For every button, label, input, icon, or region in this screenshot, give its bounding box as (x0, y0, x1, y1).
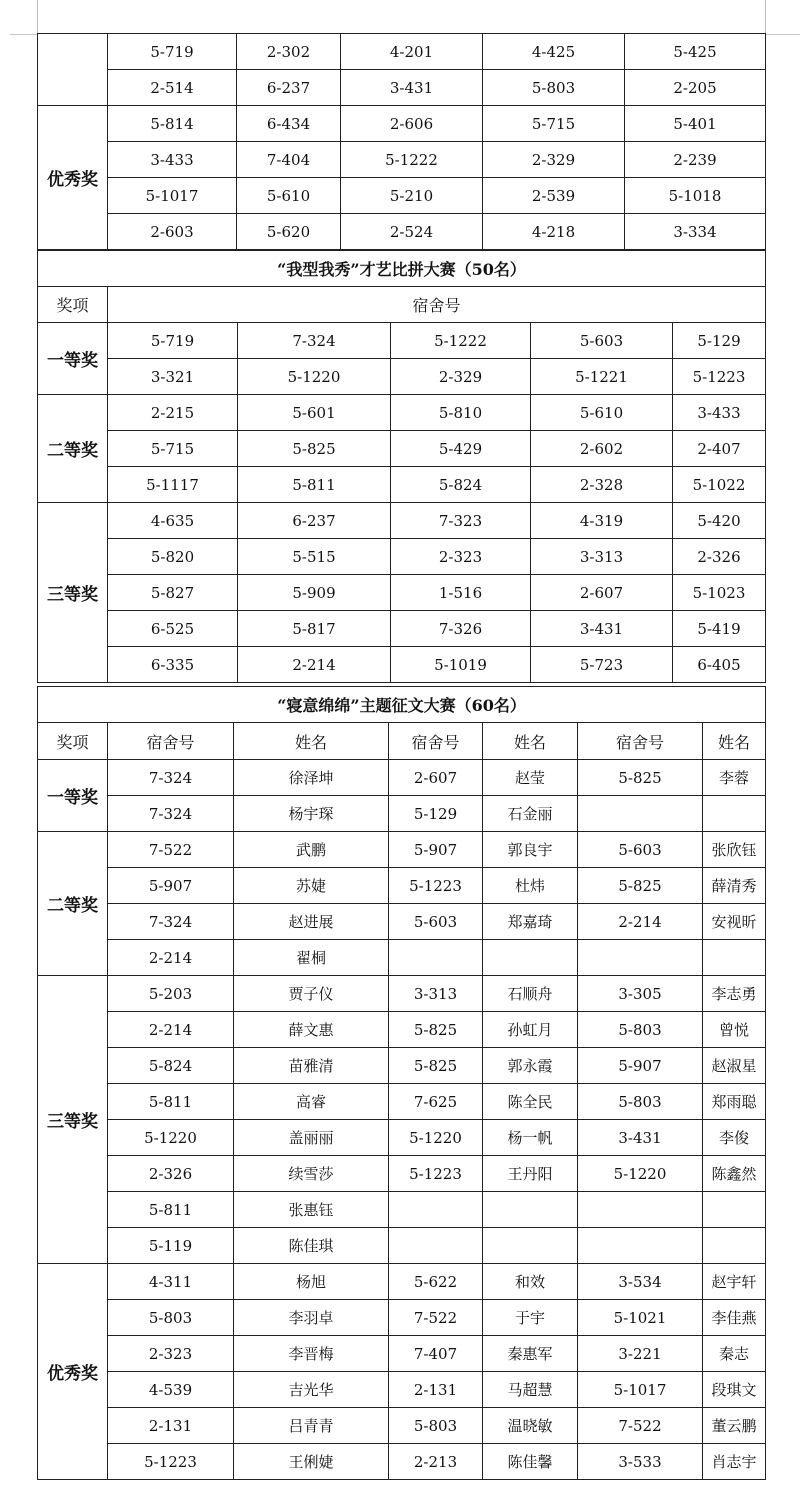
dorm-cell: 2-524 (341, 214, 483, 250)
dorm-cell: 7-323 (391, 503, 531, 539)
dorm-cell: 7-324 (108, 760, 234, 796)
name-cell (483, 1228, 578, 1264)
dorm-cell: 7-326 (391, 611, 531, 647)
award-label: 二等奖 (38, 395, 108, 503)
table-row (38, 142, 766, 178)
dorm-cell: 5-810 (391, 395, 531, 431)
dorm-cell: 5-803 (483, 70, 625, 106)
table-row (38, 34, 766, 70)
award-label: 二等奖 (38, 832, 108, 976)
dorm-cell: 6-237 (237, 70, 341, 106)
dorm-cell: 5-715 (483, 106, 625, 142)
table-row (38, 431, 766, 467)
table-row (38, 976, 766, 1012)
name-cell: 陈全民 (483, 1084, 578, 1120)
name-cell: 张惠钰 (234, 1192, 389, 1228)
dorm-cell: 2-213 (389, 1444, 483, 1480)
table-row (38, 323, 766, 359)
essay-header-cell: 宿舍号 (389, 723, 483, 760)
name-cell: 张欣钰 (703, 832, 766, 868)
table-row (38, 575, 766, 611)
dorm-cell: 5-1022 (673, 467, 766, 503)
name-cell: 贾子仪 (234, 976, 389, 1012)
name-cell: 郑雨聪 (703, 1084, 766, 1120)
dorm-cell: 5-825 (578, 868, 703, 904)
table-row (38, 1192, 766, 1228)
dorm-cell: 2-215 (108, 395, 238, 431)
award-label: 优秀奖 (38, 106, 108, 250)
name-cell: 和效 (483, 1264, 578, 1300)
dorm-cell: 5-620 (237, 214, 341, 250)
dorm-cell: 3-433 (108, 142, 237, 178)
name-cell: 李俊 (703, 1120, 766, 1156)
dorm-cell: 5-825 (389, 1012, 483, 1048)
table-row (38, 904, 766, 940)
dorm-cell: 5-1017 (578, 1372, 703, 1408)
dorm-cell: 7-407 (389, 1336, 483, 1372)
table-row (38, 70, 766, 106)
name-cell: 马超慧 (483, 1372, 578, 1408)
name-cell: 杜炜 (483, 868, 578, 904)
dorm-cell: 5-825 (238, 431, 391, 467)
table-row (38, 1444, 766, 1480)
dorm-cell: 5-803 (389, 1408, 483, 1444)
dorm-cell: 5-824 (391, 467, 531, 503)
name-cell: 武鹏 (234, 832, 389, 868)
table-row (38, 647, 766, 683)
essay-header-row (38, 723, 766, 760)
excellent-award-table (37, 33, 766, 250)
dorm-cell: 5-1220 (578, 1156, 703, 1192)
margin-mark-right (765, 0, 766, 34)
award-label: 优秀奖 (38, 1264, 108, 1480)
dorm-cell: 7-625 (389, 1084, 483, 1120)
name-cell: 赵莹 (483, 760, 578, 796)
table-row (38, 106, 766, 142)
table-row (38, 760, 766, 796)
name-cell: 赵淑星 (703, 1048, 766, 1084)
name-cell: 李志勇 (703, 976, 766, 1012)
dorm-cell: 5-1021 (578, 1300, 703, 1336)
name-cell (703, 1192, 766, 1228)
name-cell: 杨旭 (234, 1264, 389, 1300)
dorm-cell: 2-326 (673, 539, 766, 575)
name-cell: 徐泽坤 (234, 760, 389, 796)
dorm-cell: 5-1220 (238, 359, 391, 395)
dorm-cell: 3-534 (578, 1264, 703, 1300)
name-cell (703, 940, 766, 976)
margin-mark-left (37, 0, 38, 34)
essay-contest-table (37, 686, 766, 1480)
essay-header-cell: 姓名 (234, 723, 389, 760)
dorm-cell: 6-405 (673, 647, 766, 683)
name-cell: 于宇 (483, 1300, 578, 1336)
dorm-cell: 4-218 (483, 214, 625, 250)
table-row (38, 178, 766, 214)
name-cell: 薛清秀 (703, 868, 766, 904)
dorm-cell: 7-522 (389, 1300, 483, 1336)
dorm-cell: 7-522 (578, 1408, 703, 1444)
dorm-cell: 5-820 (108, 539, 238, 575)
dorm-cell: 5-825 (389, 1048, 483, 1084)
talent-header-dorm: 宿舍号 (108, 287, 766, 323)
dorm-cell: 6-335 (108, 647, 238, 683)
dorm-cell: 5-515 (238, 539, 391, 575)
dorm-cell: 5-119 (108, 1228, 234, 1264)
dorm-cell: 5-401 (625, 106, 766, 142)
award-label: 三等奖 (38, 976, 108, 1264)
dorm-cell: 5-1220 (108, 1120, 234, 1156)
name-cell: 苏婕 (234, 868, 389, 904)
table-row (38, 1084, 766, 1120)
talent-header-award: 奖项 (38, 287, 108, 323)
dorm-cell: 5-1221 (531, 359, 673, 395)
award-label-blank (38, 34, 108, 106)
name-cell: 苗雅清 (234, 1048, 389, 1084)
dorm-cell: 6-525 (108, 611, 238, 647)
dorm-cell: 7-324 (238, 323, 391, 359)
name-cell: 安视昕 (703, 904, 766, 940)
dorm-cell: 3-431 (578, 1120, 703, 1156)
dorm-cell: 5-811 (108, 1084, 234, 1120)
dorm-cell: 5-1220 (389, 1120, 483, 1156)
dorm-cell: 5-601 (238, 395, 391, 431)
name-cell: 杨宇琛 (234, 796, 389, 832)
award-label: 一等奖 (38, 323, 108, 395)
table-row (38, 1336, 766, 1372)
dorm-cell: 4-539 (108, 1372, 234, 1408)
table-row (38, 1120, 766, 1156)
dorm-cell: 2-131 (108, 1408, 234, 1444)
dorm-cell (578, 940, 703, 976)
dorm-cell: 2-514 (108, 70, 237, 106)
dorm-cell: 5-824 (108, 1048, 234, 1084)
name-cell: 王丹阳 (483, 1156, 578, 1192)
essay-header-cell: 宿舍号 (578, 723, 703, 760)
dorm-cell: 2-131 (389, 1372, 483, 1408)
dorm-cell: 5-1223 (389, 1156, 483, 1192)
dorm-cell: 7-522 (108, 832, 234, 868)
name-cell: 郭良宇 (483, 832, 578, 868)
name-cell: 肖志宇 (703, 1444, 766, 1480)
dorm-cell: 4-635 (108, 503, 238, 539)
dorm-cell: 5-909 (238, 575, 391, 611)
table-row (38, 796, 766, 832)
dorm-cell: 3-321 (108, 359, 238, 395)
dorm-cell: 5-907 (578, 1048, 703, 1084)
dorm-cell: 5-814 (108, 106, 237, 142)
dorm-cell: 2-603 (108, 214, 237, 250)
table-row (38, 503, 766, 539)
dorm-cell: 5-210 (341, 178, 483, 214)
table-row (38, 1372, 766, 1408)
dorm-cell: 2-214 (238, 647, 391, 683)
dorm-cell: 3-433 (673, 395, 766, 431)
talent-contest-title: “我型我秀”才艺比拼大赛（50名） (38, 251, 766, 287)
name-cell: 温晓敏 (483, 1408, 578, 1444)
dorm-cell: 5-1018 (625, 178, 766, 214)
name-cell: 曾悦 (703, 1012, 766, 1048)
name-cell: 薛文惠 (234, 1012, 389, 1048)
dorm-cell (578, 1192, 703, 1228)
dorm-cell: 5-1023 (673, 575, 766, 611)
dorm-cell: 5-622 (389, 1264, 483, 1300)
dorm-cell: 5-420 (673, 503, 766, 539)
dorm-cell: 5-603 (531, 323, 673, 359)
dorm-cell: 2-539 (483, 178, 625, 214)
name-cell: 石顺舟 (483, 976, 578, 1012)
dorm-cell: 2-326 (108, 1156, 234, 1192)
name-cell: 陈佳馨 (483, 1444, 578, 1480)
dorm-cell: 4-319 (531, 503, 673, 539)
name-cell: 高睿 (234, 1084, 389, 1120)
dorm-cell: 3-334 (625, 214, 766, 250)
dorm-cell: 2-407 (673, 431, 766, 467)
name-cell: 秦志 (703, 1336, 766, 1372)
table-row (38, 539, 766, 575)
name-cell (703, 1228, 766, 1264)
dorm-cell: 5-715 (108, 431, 238, 467)
dorm-cell: 4-425 (483, 34, 625, 70)
dorm-cell: 2-323 (391, 539, 531, 575)
name-cell: 李羽卓 (234, 1300, 389, 1336)
table-row (38, 940, 766, 976)
dorm-cell: 2-302 (237, 34, 341, 70)
table-row (38, 1264, 766, 1300)
dorm-cell: 5-1017 (108, 178, 237, 214)
dorm-cell (389, 1192, 483, 1228)
dorm-cell: 5-129 (673, 323, 766, 359)
dorm-cell: 5-129 (389, 796, 483, 832)
dorm-cell (389, 1228, 483, 1264)
table-row (38, 868, 766, 904)
dorm-cell: 7-404 (237, 142, 341, 178)
dorm-cell: 5-419 (673, 611, 766, 647)
name-cell: 杨一帆 (483, 1120, 578, 1156)
dorm-cell: 2-329 (483, 142, 625, 178)
dorm-cell: 5-811 (108, 1192, 234, 1228)
table-row (38, 611, 766, 647)
dorm-cell: 5-1223 (108, 1444, 234, 1480)
name-cell: 孙虹月 (483, 1012, 578, 1048)
dorm-cell: 2-239 (625, 142, 766, 178)
dorm-cell (578, 796, 703, 832)
dorm-cell: 5-603 (578, 832, 703, 868)
name-cell: 王俐婕 (234, 1444, 389, 1480)
name-cell: 赵宇轩 (703, 1264, 766, 1300)
dorm-cell: 5-803 (108, 1300, 234, 1336)
name-cell (703, 796, 766, 832)
talent-contest-table (37, 250, 766, 683)
dorm-cell: 2-214 (108, 1012, 234, 1048)
dorm-cell: 5-1222 (341, 142, 483, 178)
dorm-cell: 6-237 (238, 503, 391, 539)
award-label: 三等奖 (38, 503, 108, 683)
dorm-cell (578, 1228, 703, 1264)
dorm-cell: 5-827 (108, 575, 238, 611)
dorm-cell: 5-803 (578, 1012, 703, 1048)
essay-header-cell: 姓名 (703, 723, 766, 760)
dorm-cell: 5-1223 (389, 868, 483, 904)
name-cell: 翟桐 (234, 940, 389, 976)
name-cell: 李蓉 (703, 760, 766, 796)
table-row (38, 395, 766, 431)
name-cell (483, 940, 578, 976)
name-cell: 郭永霞 (483, 1048, 578, 1084)
dorm-cell: 5-719 (108, 323, 238, 359)
dorm-cell: 3-305 (578, 976, 703, 1012)
margin-mark-top-left (10, 34, 37, 35)
dorm-cell: 4-201 (341, 34, 483, 70)
dorm-cell: 5-1019 (391, 647, 531, 683)
name-cell: 石金丽 (483, 796, 578, 832)
award-label: 一等奖 (38, 760, 108, 832)
table-row (38, 359, 766, 395)
dorm-cell: 2-329 (391, 359, 531, 395)
table-row (38, 1156, 766, 1192)
dorm-cell: 2-606 (341, 106, 483, 142)
dorm-cell: 7-324 (108, 904, 234, 940)
name-cell: 陈鑫然 (703, 1156, 766, 1192)
dorm-cell: 2-607 (531, 575, 673, 611)
dorm-cell: 5-811 (238, 467, 391, 503)
dorm-cell: 2-214 (578, 904, 703, 940)
dorm-cell: 5-603 (389, 904, 483, 940)
essay-contest-title: “寝意绵绵”主题征文大赛（60名） (38, 687, 766, 723)
dorm-cell: 1-516 (391, 575, 531, 611)
name-cell: 续雪莎 (234, 1156, 389, 1192)
dorm-cell: 7-324 (108, 796, 234, 832)
name-cell: 陈佳琪 (234, 1228, 389, 1264)
dorm-cell: 2-205 (625, 70, 766, 106)
dorm-cell: 5-1117 (108, 467, 238, 503)
dorm-cell: 2-328 (531, 467, 673, 503)
dorm-cell: 5-803 (578, 1084, 703, 1120)
name-cell: 段琪文 (703, 1372, 766, 1408)
dorm-cell: 5-1222 (391, 323, 531, 359)
dorm-cell: 5-203 (108, 976, 234, 1012)
table-row (38, 467, 766, 503)
name-cell: 郑嘉琦 (483, 904, 578, 940)
dorm-cell: 3-313 (389, 976, 483, 1012)
table-row (38, 1048, 766, 1084)
dorm-cell: 5-907 (389, 832, 483, 868)
dorm-cell: 5-907 (108, 868, 234, 904)
dorm-cell: 5-719 (108, 34, 237, 70)
name-cell: 吉光华 (234, 1372, 389, 1408)
dorm-cell: 3-221 (578, 1336, 703, 1372)
name-cell: 吕青青 (234, 1408, 389, 1444)
dorm-cell: 3-431 (531, 611, 673, 647)
essay-header-cell: 姓名 (483, 723, 578, 760)
name-cell (483, 1192, 578, 1228)
name-cell: 赵进展 (234, 904, 389, 940)
name-cell: 盖丽丽 (234, 1120, 389, 1156)
dorm-cell: 6-434 (237, 106, 341, 142)
dorm-cell: 5-610 (237, 178, 341, 214)
dorm-cell: 3-533 (578, 1444, 703, 1480)
name-cell: 董云鹏 (703, 1408, 766, 1444)
dorm-cell: 2-607 (389, 760, 483, 796)
name-cell: 秦惠军 (483, 1336, 578, 1372)
name-cell: 李晋梅 (234, 1336, 389, 1372)
dorm-cell: 5-825 (578, 760, 703, 796)
table-row (38, 1408, 766, 1444)
dorm-cell: 5-429 (391, 431, 531, 467)
dorm-cell: 5-1223 (673, 359, 766, 395)
table-row (38, 214, 766, 250)
dorm-cell (389, 940, 483, 976)
dorm-cell: 5-817 (238, 611, 391, 647)
margin-mark-top-right (765, 34, 800, 35)
dorm-cell: 5-610 (531, 395, 673, 431)
table-row (38, 1300, 766, 1336)
dorm-cell: 5-425 (625, 34, 766, 70)
dorm-cell: 2-214 (108, 940, 234, 976)
name-cell: 李佳燕 (703, 1300, 766, 1336)
dorm-cell: 2-602 (531, 431, 673, 467)
table-row (38, 1012, 766, 1048)
dorm-cell: 3-431 (341, 70, 483, 106)
dorm-cell: 4-311 (108, 1264, 234, 1300)
table-row (38, 832, 766, 868)
dorm-cell: 3-313 (531, 539, 673, 575)
essay-header-cell: 宿舍号 (108, 723, 234, 760)
table-row (38, 1228, 766, 1264)
dorm-cell: 2-323 (108, 1336, 234, 1372)
essay-header-cell: 奖项 (38, 723, 108, 760)
dorm-cell: 5-723 (531, 647, 673, 683)
